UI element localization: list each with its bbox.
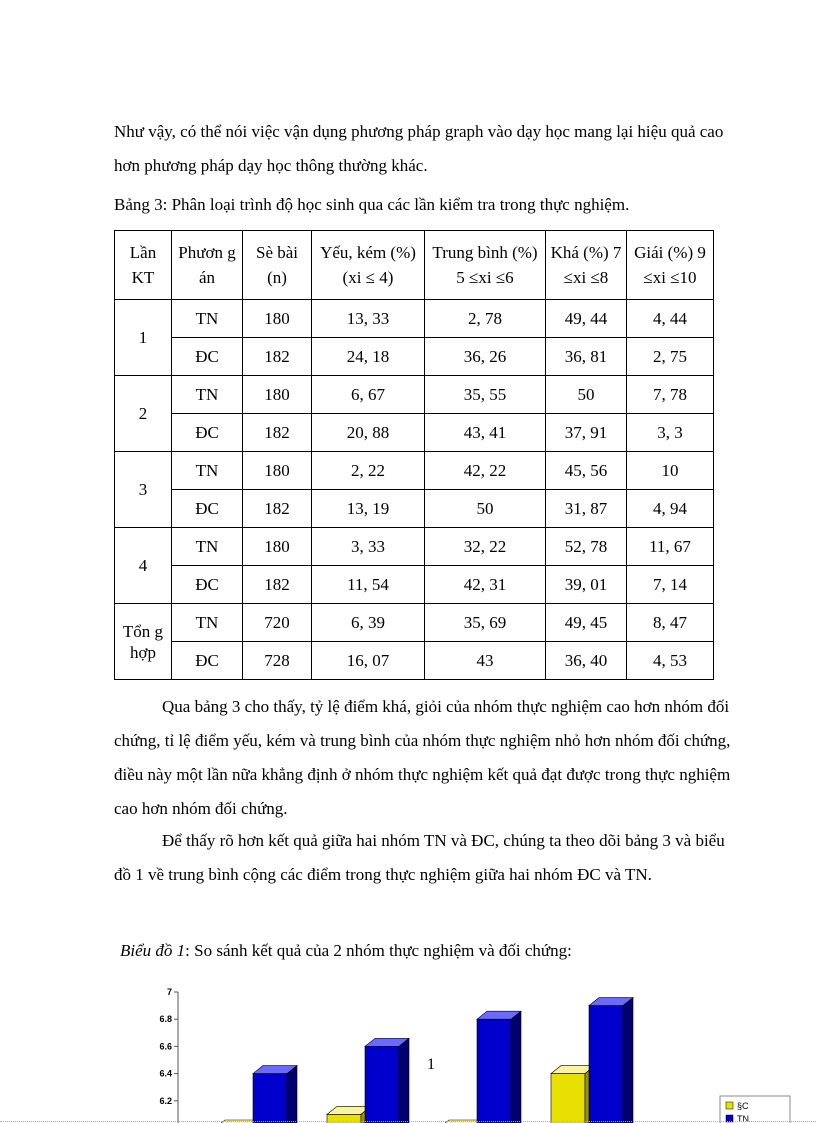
cell: 24, 18 (312, 338, 425, 376)
cell: 42, 31 (425, 566, 546, 604)
group-label: 1 (115, 300, 172, 376)
bar-side (623, 998, 633, 1123)
page-number: 1 (427, 1056, 435, 1073)
cell: TN (172, 452, 243, 490)
y-tick-label: 7 (166, 987, 172, 997)
cell: 45, 56 (546, 452, 627, 490)
cell: 31, 87 (546, 490, 627, 528)
cell: TN (172, 376, 243, 414)
cell: 35, 55 (425, 376, 546, 414)
table-row (115, 642, 714, 680)
bar-front (253, 1074, 287, 1123)
cell: 2, 22 (312, 452, 425, 490)
cell: 42, 22 (425, 452, 546, 490)
cell: 37, 91 (546, 414, 627, 452)
cell: 182 (243, 414, 312, 452)
legend-label-tn: TN (737, 1114, 749, 1123)
y-tick-label: 6.6 (159, 1041, 172, 1052)
cell: 2, 78 (425, 300, 546, 338)
header-count: Sè bài (n) (243, 231, 312, 300)
cell: 4, 53 (627, 642, 714, 680)
y-tick-label: 6.8 (159, 1014, 172, 1025)
y-tick-label: 6.4 (159, 1068, 172, 1079)
table-row (115, 528, 714, 566)
table-row (115, 300, 714, 338)
legend-label-dc: §C (737, 1101, 749, 1111)
paragraph-comparison-text: Để thấy rõ hơn kết quả giữa hai nhóm TN và ĐC, chúng ta theo dõi bảng 3 và biểu đồ 1 về trung bình cộng các điểm trong thực nghiệm giữa hai nhóm ĐC và TN. (114, 831, 725, 884)
cell: 4, 94 (627, 490, 714, 528)
bar-side (511, 1011, 521, 1123)
group-label: 4 (115, 528, 172, 604)
cell: 49, 44 (546, 300, 627, 338)
cell: 13, 33 (312, 300, 425, 338)
cell: 36, 81 (546, 338, 627, 376)
header-test: Lần KT (115, 231, 172, 300)
cell: 182 (243, 566, 312, 604)
table-row (115, 376, 714, 414)
table-row (115, 604, 714, 642)
cell: 3, 3 (627, 414, 714, 452)
cell: 13, 19 (312, 490, 425, 528)
cell: 35, 69 (425, 604, 546, 642)
cell: TN (172, 604, 243, 642)
figure-caption-label: Biểu đồ 1 (120, 941, 186, 960)
paragraph-comparison (114, 824, 744, 892)
results-table (114, 230, 714, 680)
cell: 39, 01 (546, 566, 627, 604)
table-row (115, 490, 714, 528)
bar-side (399, 1038, 409, 1123)
cell: 182 (243, 338, 312, 376)
header-excellent: Giái (%) 9 ≤xi ≤10 (627, 231, 714, 300)
header-average: Trung bình (%) 5 ≤xi ≤6 (425, 231, 546, 300)
comparison-bar-chart (150, 980, 810, 1123)
cell: 36, 40 (546, 642, 627, 680)
header-method: Phươn g án (172, 231, 243, 300)
cell: 8, 47 (627, 604, 714, 642)
cell: 728 (243, 642, 312, 680)
paragraph-intro: Như vậy, có thể nói việc vận dụng phương pháp graph vào dạy học mang lại hiệu quả cao hơn phương pháp dạy học thông thường khác. (114, 122, 724, 175)
cell: 3, 33 (312, 528, 425, 566)
cell: 180 (243, 376, 312, 414)
cell: 11, 67 (627, 528, 714, 566)
cell: 7, 14 (627, 566, 714, 604)
bar-side (287, 1066, 297, 1123)
group-label: 3 (115, 452, 172, 528)
cell: 7, 78 (627, 376, 714, 414)
bar-front (589, 1006, 623, 1123)
cell: 182 (243, 490, 312, 528)
paragraph-analysis (114, 690, 744, 826)
bar-front (365, 1046, 399, 1123)
bar-tn-2 (365, 1038, 409, 1123)
cell: 180 (243, 300, 312, 338)
cell: 20, 88 (312, 414, 425, 452)
cell: 32, 22 (425, 528, 546, 566)
header-weak: Yếu, kém (%) (xi ≤ 4) (312, 231, 425, 300)
cell: 6, 67 (312, 376, 425, 414)
cell: 50 (546, 376, 627, 414)
bar-dc-4 (551, 1066, 595, 1123)
cell: 4, 44 (627, 300, 714, 338)
bar-tn-1 (253, 1066, 297, 1123)
cell: 43, 41 (425, 414, 546, 452)
y-ticks (159, 987, 178, 1106)
cell: 10 (627, 452, 714, 490)
cell: 180 (243, 528, 312, 566)
paragraph-analysis-text: Qua bảng 3 cho thấy, tỷ lệ điểm khá, giỏi của nhóm thực nghiệm cao hơn nhóm đối chứng, tỉ lệ điểm yếu, kém và trung bình của nhóm thực nghiệm nhỏ hơn nhóm đối chứng, điều này một lần nữa khẳng định ở nhóm thực nghiệm kết quả đạt được trong thực nghiệm cao hơn nhóm đối chứng. (114, 697, 731, 818)
cell: 16, 07 (312, 642, 425, 680)
bar-front (551, 1074, 585, 1123)
y-tick-label: 6.2 (159, 1095, 172, 1106)
cell: TN (172, 528, 243, 566)
cell: TN (172, 300, 243, 338)
cell: ĐC (172, 642, 243, 680)
cell: 43 (425, 642, 546, 680)
figure-caption-text: : So sánh kết quả của 2 nhóm thực nghiệm và đối chứng: (185, 941, 572, 960)
page-bottom-edge (0, 1121, 816, 1122)
figure-caption (120, 936, 572, 966)
table-row (115, 414, 714, 452)
table-caption: Bảng 3: Phân loại trình độ học sinh qua các lần kiểm tra trong thực nghiệm. (114, 195, 630, 214)
table-header-row (115, 231, 714, 300)
bar-tn-4 (589, 998, 633, 1123)
cell: 49, 45 (546, 604, 627, 642)
cell: 180 (243, 452, 312, 490)
group-label: Tổn g hợp (115, 604, 172, 680)
cell: 36, 26 (425, 338, 546, 376)
header-good: Khá (%) 7 ≤xi ≤8 (546, 231, 627, 300)
legend (720, 1096, 790, 1123)
cell: 11, 54 (312, 566, 425, 604)
cell: 2, 75 (627, 338, 714, 376)
cell: 720 (243, 604, 312, 642)
cell: ĐC (172, 338, 243, 376)
cell: 6, 39 (312, 604, 425, 642)
table-row (115, 452, 714, 490)
bar-tn-3 (477, 1011, 521, 1123)
table-row (115, 338, 714, 376)
cell: ĐC (172, 490, 243, 528)
group-label: 2 (115, 376, 172, 452)
cell: 52, 78 (546, 528, 627, 566)
cell: 50 (425, 490, 546, 528)
cell: ĐC (172, 566, 243, 604)
bars (215, 998, 633, 1123)
bar-front (477, 1019, 511, 1123)
legend-swatch-dc (726, 1102, 733, 1109)
table-row (115, 566, 714, 604)
cell: ĐC (172, 414, 243, 452)
